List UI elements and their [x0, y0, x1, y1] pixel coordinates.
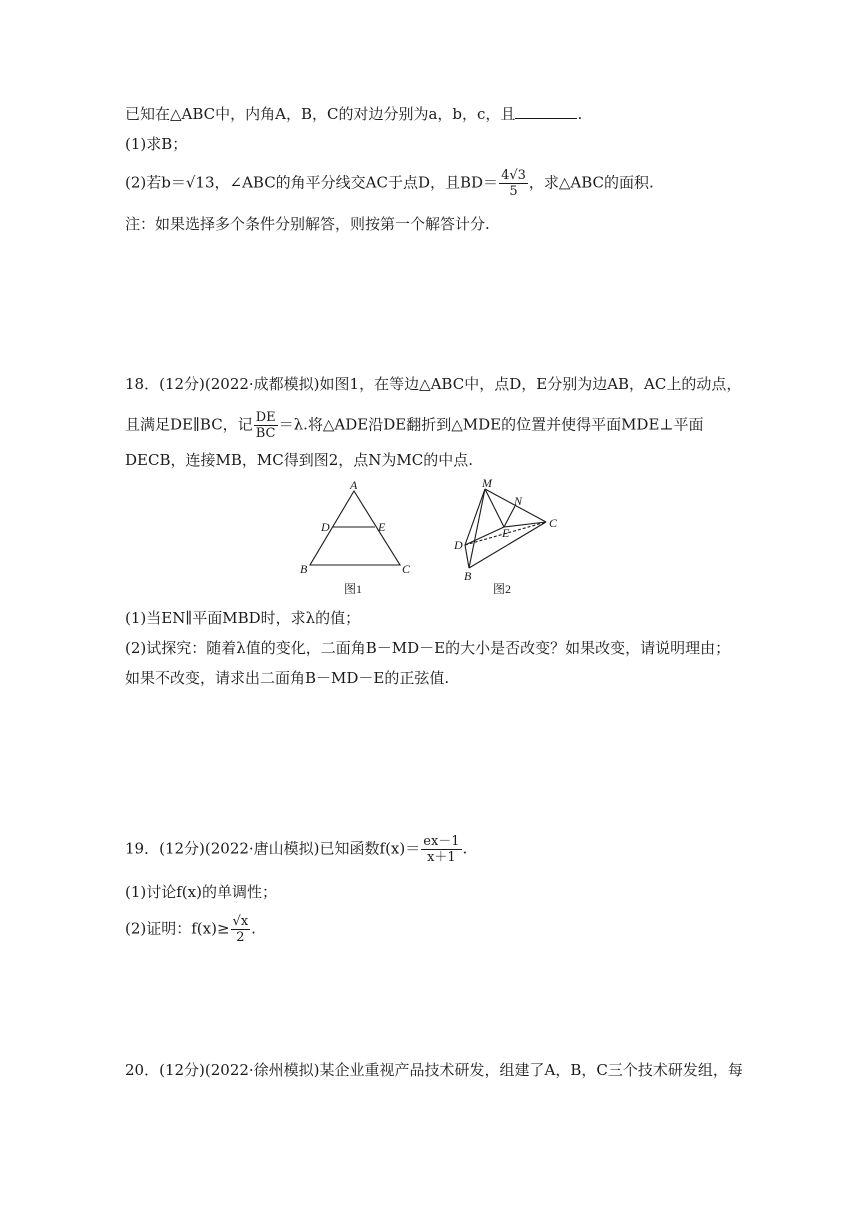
- label-c2: C: [549, 516, 558, 530]
- q18-line2: 且满足DE∥BC，记 $\frac{DE}{BC}$ ＝λ.将△ADE沿DE翻折到△MDE的位置并使得平面MDE⊥平面: [125, 410, 704, 441]
- edge-db: [465, 545, 469, 568]
- label-e2: E: [502, 526, 510, 540]
- q17-part2: (2)若b＝√13，∠ABC的角平分线交AC于点D，且BD＝ $\frac{4√3}{5}$ ，求△ABC的面积.: [125, 168, 654, 199]
- label-b2: B: [464, 569, 472, 583]
- q18-part2-continued: 如果不改变，请求出二面角B－MD－E的正弦值.: [125, 669, 450, 687]
- label-c: C: [402, 562, 411, 576]
- label-m: M: [482, 476, 492, 490]
- label-b: B: [300, 562, 308, 576]
- bd-fraction: $\frac{4√3}{5}$: [501, 168, 526, 199]
- label-d: D: [321, 520, 330, 534]
- q19-part2: (2)证明：f(x)≥ $\frac{√x}{2}$ .: [125, 914, 256, 945]
- label-a: A: [350, 478, 358, 492]
- function-fraction: $\frac{ex-1}{x+1}$: [423, 834, 460, 865]
- label-n: N: [514, 494, 523, 508]
- label-e: E: [378, 520, 386, 534]
- q17-stem: 已知在△ABC中，内角A，B，C的对边分别为a，b，c，且 .: [125, 105, 583, 123]
- q18-part2: (2)试探究：随着λ值的变化，二面角B－MD－E的大小是否改变？如果改变，请说明理由；: [125, 639, 731, 657]
- q18-line3: DECB，连接MB，MC得到图2，点N为MC的中点.: [125, 451, 473, 469]
- figure-2-pyramid: [445, 475, 575, 600]
- q19-part1: (1)讨论f(x)的单调性；: [125, 883, 277, 901]
- q20-line1: 20．(12分)(2022·徐州模拟)某企业重视产品技术研发，组建了A，B，C三个技术研发组，每: [125, 1061, 743, 1079]
- q17-note: 注：如果选择多个条件分别解答，则按第一个解答计分.: [125, 215, 490, 233]
- answer-blank: [515, 104, 577, 119]
- sqrt-x-fraction: $\frac{√x}{2}$: [232, 914, 249, 945]
- q18-line1: 18．(12分)(2022·成都模拟)如图1，在等边△ABC中，点D，E分别为边AB，AC上的动点，: [125, 375, 742, 393]
- q19-stem: 19．(12分)(2022·唐山模拟)已知函数f(x)＝ $\frac{ex-1}{x+1}$ .: [125, 834, 468, 865]
- figure-2-caption: 图2: [493, 582, 512, 596]
- de-bc-fraction: $\frac{DE}{BC}$: [255, 410, 276, 441]
- label-d2: D: [454, 538, 463, 552]
- q18-part1: (1)当EN∥平面MBD时，求λ的值；: [125, 609, 361, 627]
- figure-1-triangle: [290, 475, 420, 600]
- figure-1-caption: 图1: [344, 582, 363, 596]
- q17-part1: (1)求B；: [125, 135, 188, 153]
- segment-en: [504, 506, 515, 527]
